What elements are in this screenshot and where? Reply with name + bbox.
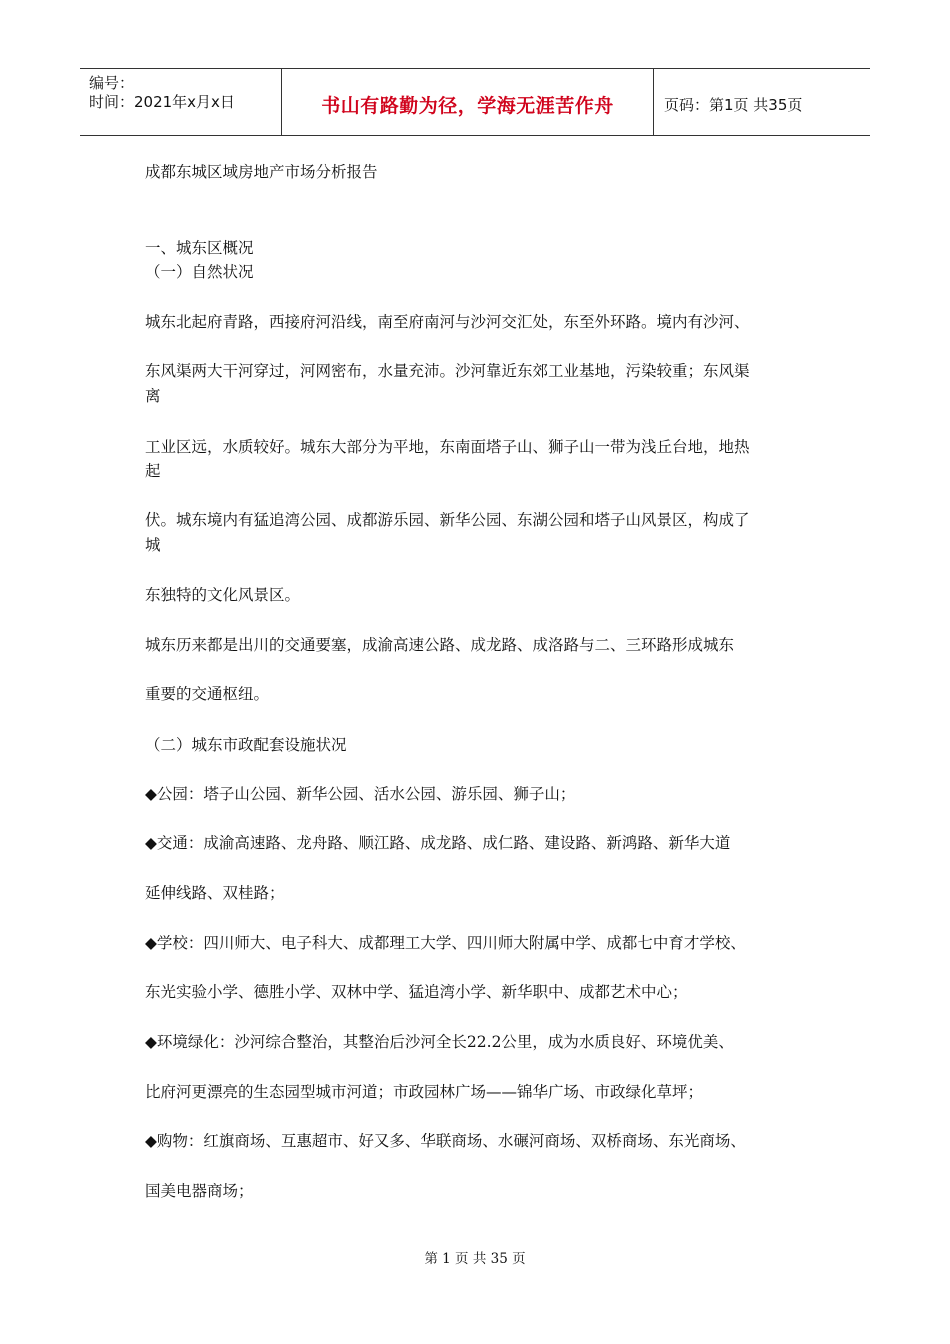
- body-line: 东光实验小学、德胜小学、双林中学、猛追湾小学、新华职中、成都艺术中心；: [145, 983, 688, 1001]
- header-motto-cell: [282, 69, 654, 135]
- body-line: 东独特的文化风景区。: [145, 586, 301, 604]
- body-line: 工业区远，水质较好。城东大部分为平地，东南面塔子山、狮子山一带为浅丘台地，地热: [145, 438, 750, 456]
- body-line: 离: [145, 387, 161, 405]
- body-line: 城东北起府青路，西接府河沿线，南至府南河与沙河交汇处，东至外环路。境内有沙河、: [145, 313, 750, 331]
- body-line: 起: [145, 462, 161, 480]
- body-line: 东风渠两大干河穿过，河网密布，水量充沛。沙河靠近东郊工业基地，污染较重；东风渠: [145, 362, 750, 380]
- bullet-item: ◆购物：红旗商场、互惠超市、好又多、华联商场、水碾河商场、双桥商场、东光商场、: [145, 1132, 746, 1150]
- bullet-item: ◆环境绿化：沙河综合整治，其整治后沙河全长22.2公里，成为水质良好、环境优美、: [145, 1033, 734, 1051]
- document-header: [80, 68, 870, 136]
- body-line: 城东历来都是出川的交通要塞，成渝高速公路、成龙路、成洛路与二、三环路形成城东: [145, 636, 735, 654]
- body-line: 城: [145, 536, 161, 554]
- bullet-item: ◆交通：成渝高速路、龙舟路、顺江路、成龙路、成仁路、建设路、新鸿路、新华大道: [145, 834, 731, 852]
- number-label: 编号：: [89, 74, 135, 92]
- page-code: 页码：第1页 共35页: [664, 96, 803, 114]
- body-line: 延伸线路、双桂路；: [145, 884, 285, 902]
- section-heading: 一、城东区概况: [145, 239, 254, 257]
- motto-text: 书山有路勤为径，学海无涯苦作舟: [321, 95, 614, 117]
- body-line: 比府河更漂亮的生态园型城市河道；市政园林广场——锦华广场、市政绿化草坪；: [145, 1083, 704, 1101]
- page-footer: 第 1 页 共 35 页: [424, 1251, 526, 1267]
- body-line: 国美电器商场；: [145, 1182, 254, 1200]
- bullet-item: ◆公园：塔子山公园、新华公园、活水公园、游乐园、狮子山；: [145, 785, 576, 803]
- time-label: 时间：2021年x月x日: [89, 93, 235, 111]
- document-title: 成都东城区域房地产市场分析报告: [145, 163, 378, 181]
- header-info-cell: [80, 69, 282, 135]
- body-line: 伏。城东境内有猛追湾公园、成都游乐园、新华公园、东湖公园和塔子山风景区，构成了: [145, 511, 750, 529]
- subsection-heading: （一）自然状况: [145, 263, 254, 281]
- bullet-item: ◆学校：四川师大、电子科大、成都理工大学、四川师大附属中学、成都七中育才学校、: [145, 934, 746, 952]
- subsection-heading: （二）城东市政配套设施状况: [145, 736, 347, 754]
- body-line: 重要的交通枢纽。: [145, 685, 270, 703]
- header-page-cell: [654, 69, 870, 135]
